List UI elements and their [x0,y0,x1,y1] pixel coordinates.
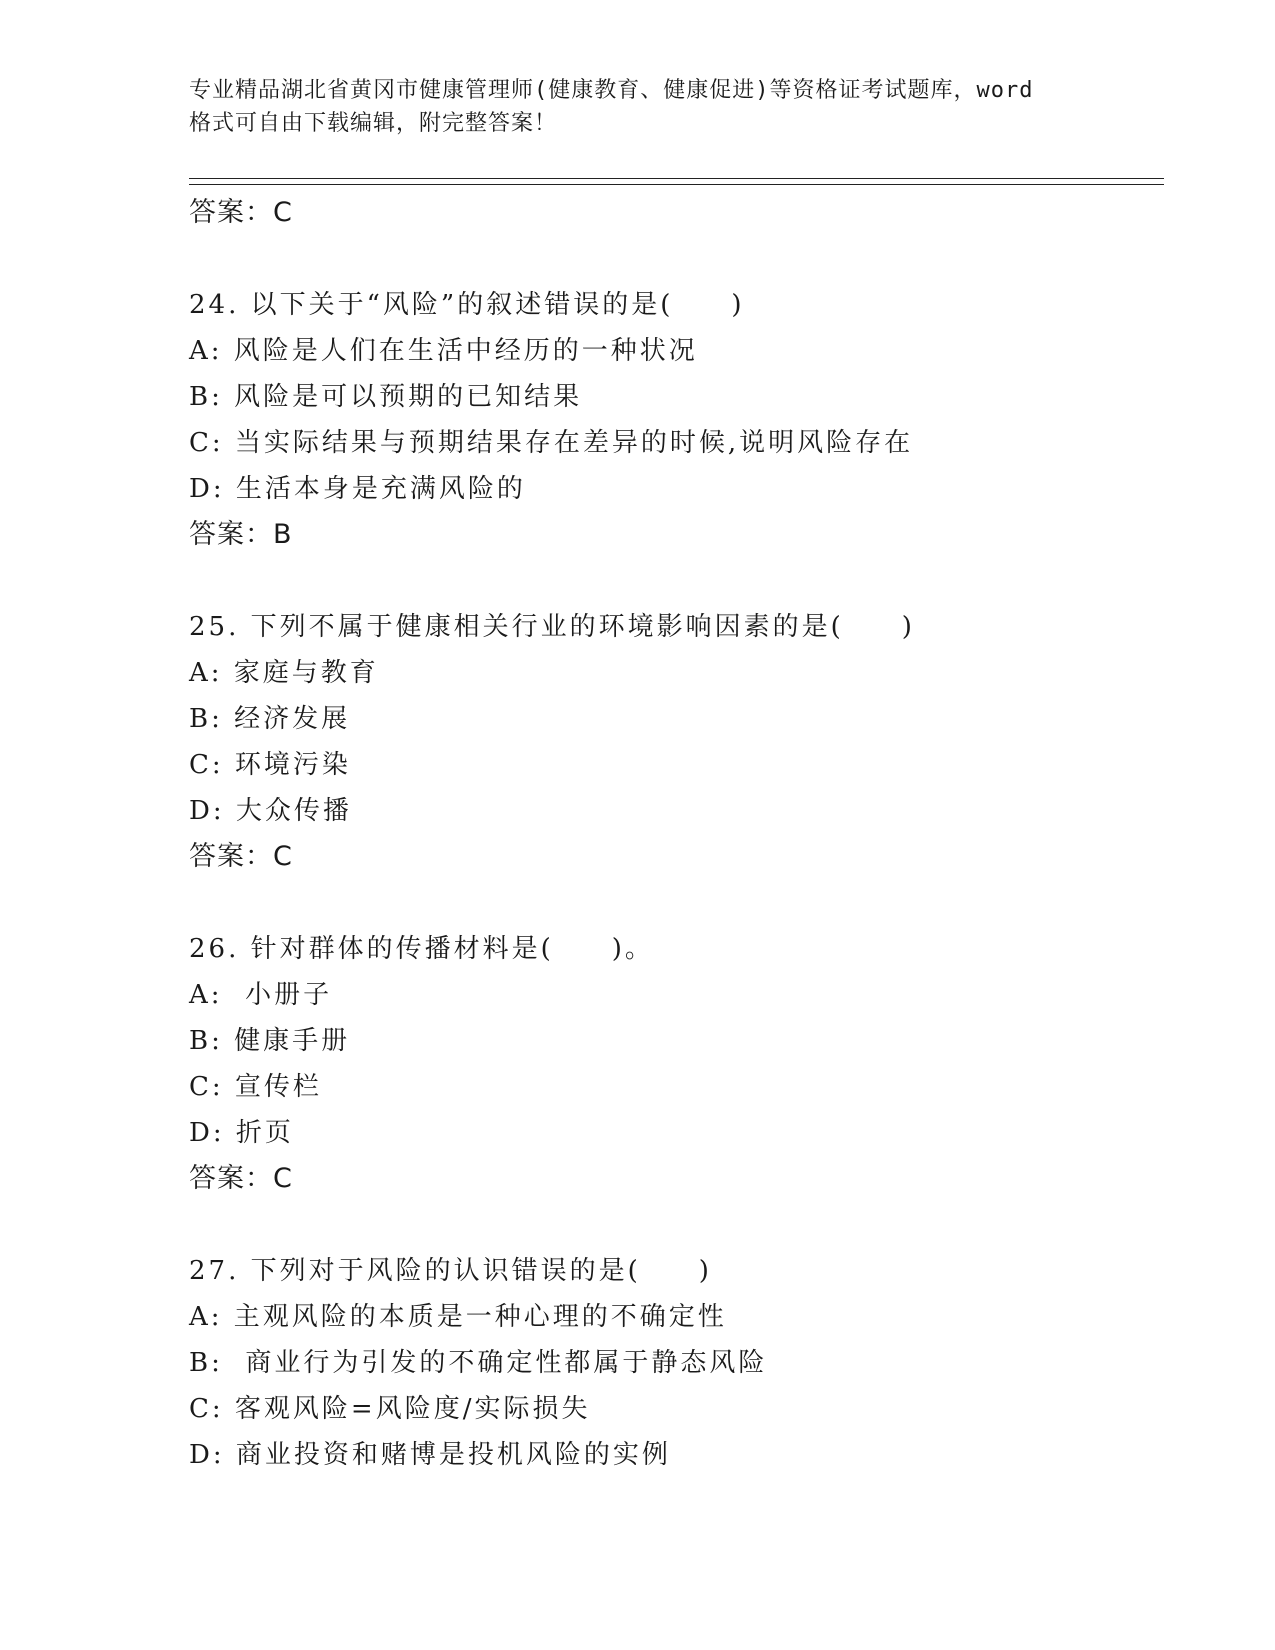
option-d: D: 生活本身是充满风险的 [189,474,526,504]
answer-line: 答案：B [189,519,293,550]
question-list [189,190,1169,1478]
spacer [189,558,1169,604]
header-line-2: 格式可自由下载编辑，附完整答案！ [189,111,558,136]
option-b: B: 经济发展 [189,704,351,734]
header-divider-top [189,178,1164,179]
question-block [189,926,1169,1202]
question-block [189,282,1169,558]
option-b: B: 商业行为引发的不确定性都属于静态风险 [189,1348,768,1378]
option-b: B: 风险是可以预期的已知结果 [189,382,583,412]
option-a: A: 主观风险的本质是一种心理的不确定性 [189,1302,727,1332]
answer-line: 答案：C [189,197,293,228]
option-a: A: 家庭与教育 [189,658,379,688]
option-c: C: 客观风险=风险度/实际损失 [189,1394,591,1424]
question-stem: 26. 针对群体的传播材料是( )。 [189,934,654,964]
spacer [189,236,1169,282]
answer-line: 答案：C [189,1163,293,1194]
spacer [189,1202,1169,1248]
option-c: C: 当实际结果与预期结果存在差异的时候,说明风险存在 [189,428,914,458]
page-header [189,74,1089,140]
option-d: D: 大众传播 [189,796,352,826]
option-c: C: 环境污染 [189,750,351,780]
option-b: B: 健康手册 [189,1026,351,1056]
header-line-1: 专业精品湖北省黄冈市健康管理师(健康教育、健康促进)等资格证考试题库，word [189,78,1034,103]
question-stem: 24. 以下关于“风险”的叙述错误的是( ) [189,290,745,320]
answer-line: 答案：C [189,841,293,872]
header-divider-bottom [189,184,1164,185]
spacer [189,880,1169,926]
option-d: D: 商业投资和赌博是投机风险的实例 [189,1440,671,1470]
option-a: A: 小册子 [189,980,333,1010]
question-stem: 27. 下列对于风险的认识错误的是( ) [189,1256,712,1286]
option-d: D: 折页 [189,1118,294,1148]
question-block [189,1248,1169,1478]
question-block [189,604,1169,880]
option-a: A: 风险是人们在生活中经历的一种状况 [189,336,698,366]
option-c: C: 宣传栏 [189,1072,322,1102]
question-stem: 25. 下列不属于健康相关行业的环境影响因素的是( ) [189,612,915,642]
